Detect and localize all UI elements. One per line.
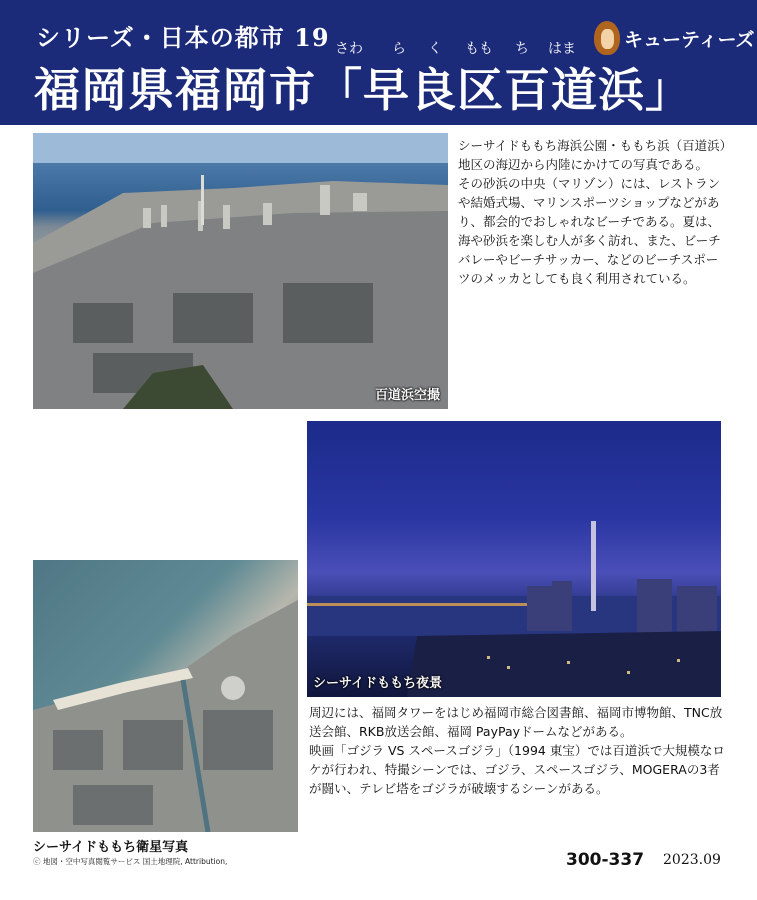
ruby-text: く	[428, 41, 442, 57]
mascot-icon	[594, 21, 620, 55]
ruby-text: さわ	[335, 41, 363, 57]
ruby-text: ち	[515, 41, 529, 57]
paragraph: 映画「ゴジラ VS スペースゴジラ」（1994 東宝）では百道浜で大規模なロケが行われ、特撮シーンでは、ゴジラ、スペースゴジラ、MOGERAの3者が闘い、テレビ塔をゴジラが破壊するシーンがある。	[309, 743, 725, 796]
aerial-photo-art	[33, 133, 448, 409]
photo-caption: 百道浜空撮	[374, 388, 440, 403]
description-text-2	[309, 703, 729, 798]
brand-logo	[594, 20, 755, 56]
issue-date: 2023.09	[663, 852, 721, 868]
photo-caption: シーサイドももち夜景	[313, 676, 443, 691]
issue-code: 300-337	[566, 850, 645, 870]
brand-logo-text: キューティーズ	[624, 28, 755, 51]
header-banner	[0, 0, 757, 125]
paragraph: シーサイドももち海浜公園・ももち浜（百道浜）地区の海辺から内陸にかけての写真である。	[458, 138, 726, 172]
ruby-text: ら	[392, 41, 406, 57]
paragraph: 周辺には、福岡タワーをはじめ福岡市総合図書館、福岡市博物館、TNC放送会館、RKB放送会館、福岡 PayPayドームなどがある。	[309, 705, 723, 739]
satellite-photo-art	[33, 560, 298, 832]
ruby-text: はま	[548, 41, 576, 57]
night-photo-art	[307, 421, 721, 697]
series-label: シリーズ・日本の都市 19	[36, 23, 330, 52]
photo-caption: シーサイドももち衛星写真	[33, 840, 189, 855]
paragraph: その砂浜の中央（マリゾン）には、レストランや結婚式場、マリンスポーツショップなどがあり、都会的でおしゃれなビーチである。夏は、海や砂浜を楽しむ人が多く訪れ、また、ビーチバレーやビーチサッカー、などのビーチスポーツのメッカとしても良く利用されている。	[458, 176, 721, 286]
photo-credit: ⓒ 地図・空中写真閲覧サービス 国土地理院, Attribution,	[33, 857, 228, 866]
aerial-photo	[33, 133, 448, 409]
night-photo	[307, 421, 721, 697]
description-text-1	[458, 136, 726, 288]
ruby-text: もも	[465, 41, 493, 57]
satellite-photo	[33, 560, 298, 832]
page-title: 福岡県福岡市「早良区百道浜」	[34, 63, 692, 117]
